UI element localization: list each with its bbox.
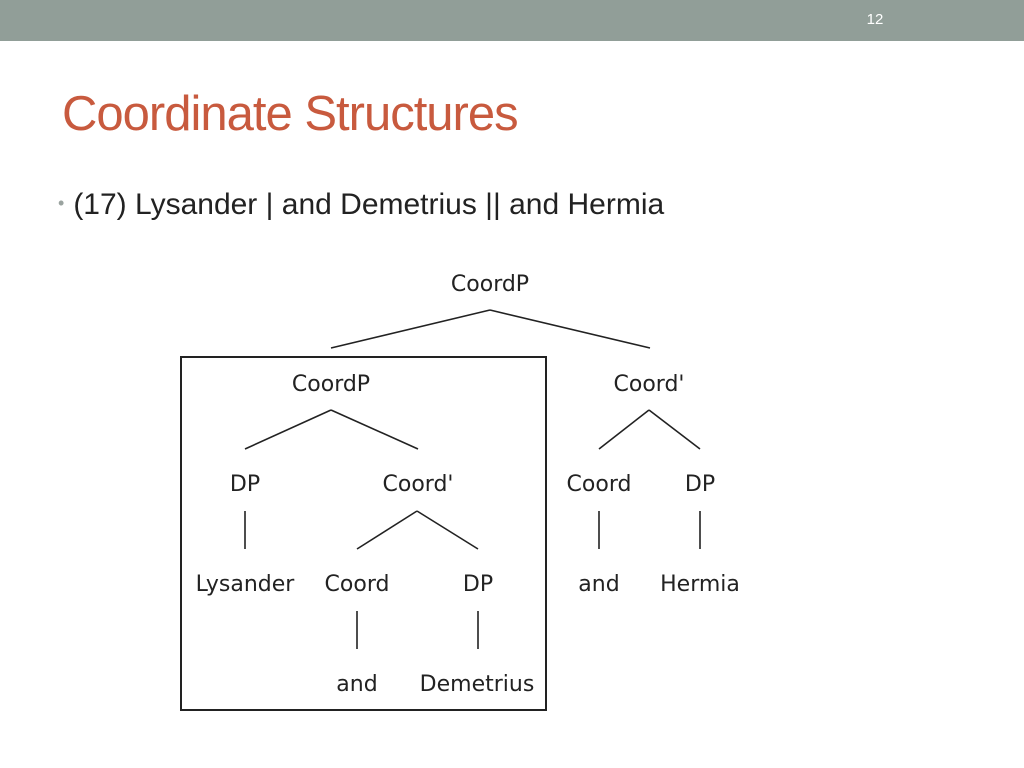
leaf-hermia: Hermia [660, 572, 740, 597]
node-inner-coordp: CoordP [291, 372, 371, 397]
branch-inner-coordp-right [331, 410, 418, 449]
leaf-and-inner: and [336, 672, 378, 697]
node-inner-dp: DP [462, 572, 494, 597]
branch-root-right [490, 310, 650, 348]
leaf-and-outer: and [578, 572, 620, 597]
node-inner-coord-bar: Coord' [382, 472, 454, 497]
node-outer-coord: Coord [566, 472, 632, 497]
node-inner-coord: Coord [324, 572, 390, 597]
slide-title: Coordinate Structures [62, 87, 518, 141]
node-dp-lysander: DP [229, 472, 261, 497]
branch-inner-coordbar-left [357, 511, 417, 549]
branch-root-left [331, 310, 490, 348]
bullet-dot-icon: • [58, 193, 65, 213]
leaf-demetrius: Demetrius [419, 672, 535, 697]
branch-inner-coordbar-right [417, 511, 478, 549]
node-outer-dp: DP [684, 472, 716, 497]
leaf-lysander: Lysander [195, 572, 295, 597]
slide-number: 12 [866, 11, 884, 28]
branch-outer-coordbar-right [649, 410, 700, 449]
branch-outer-coordbar-left [599, 410, 649, 449]
node-outer-coord-bar: Coord' [613, 372, 685, 397]
bracket-box [181, 357, 546, 710]
bullet-text: (17) Lysander | and Demetrius || and Hermia [73, 188, 665, 221]
tree-branches [245, 310, 700, 649]
node-root-coordp: CoordP [450, 272, 530, 297]
branch-inner-coordp-left [245, 410, 331, 449]
